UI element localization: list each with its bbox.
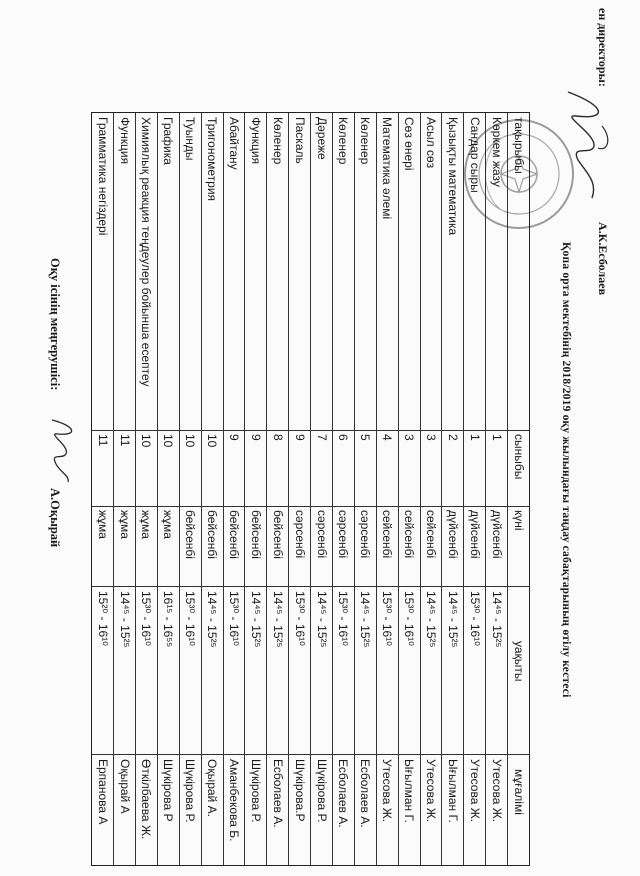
cell-time: 15³⁰ - 16¹⁰ bbox=[136, 587, 157, 755]
cell-day: дүйсенбі bbox=[442, 507, 463, 587]
table-row bbox=[201, 113, 223, 865]
cell-teacher: Шүкірова Р. bbox=[183, 759, 198, 823]
cell-topic: Химиялық реакция теңдеулер бойынша есептеу bbox=[136, 113, 157, 431]
cell-teacher: Утесова Ж. bbox=[467, 759, 482, 823]
cell-grade: 10 bbox=[136, 431, 157, 507]
cell-time: 15³⁰ - 16¹⁰ bbox=[464, 587, 485, 755]
cell-teacher: Утесова Ж. bbox=[489, 759, 504, 823]
cell-time: 15³⁰ - 16¹⁰ bbox=[377, 587, 398, 755]
cell-teacher: Утесова Ж. bbox=[424, 759, 438, 823]
cell-day: сейсенбі bbox=[399, 507, 420, 587]
cell-teacher: Утесова Ж. bbox=[380, 759, 395, 823]
cell-time: 15³⁰ - 16¹⁰ bbox=[399, 587, 420, 755]
cell-time: 14⁴⁵ - 15²⁵ bbox=[202, 587, 223, 755]
cell-topic: Көленер bbox=[267, 113, 288, 431]
table-row bbox=[354, 113, 376, 865]
cell-topic: Көленер bbox=[333, 113, 354, 431]
cell-day: сәрсенбі bbox=[333, 507, 354, 587]
cell-topic: Көленер bbox=[355, 113, 376, 431]
schedule-table bbox=[91, 112, 530, 866]
cell-topic: Функция bbox=[245, 113, 266, 431]
cell-grade: 10 bbox=[202, 431, 223, 507]
cell-topic: Грамматика негіздері bbox=[92, 113, 113, 431]
cell-day: жұма bbox=[136, 507, 157, 587]
cell-time: 14⁴⁵ - 15²⁵ bbox=[486, 587, 507, 755]
table-row bbox=[485, 113, 507, 865]
table-row bbox=[332, 113, 354, 865]
cell-day: сейсенбі bbox=[377, 507, 398, 587]
cell-topic: Көркем жазу bbox=[486, 113, 507, 431]
cell-teacher: Шүкірова Р. bbox=[248, 759, 263, 823]
cell-topic: Абайтану bbox=[224, 113, 245, 431]
director-name: А.К.Есболаев bbox=[596, 222, 610, 296]
table-row bbox=[441, 113, 463, 865]
cell-teacher: Оқырай А. bbox=[205, 759, 220, 817]
table-row bbox=[157, 113, 179, 865]
cell-topic: Туынды bbox=[180, 113, 201, 431]
cell-day: сәрсенбі bbox=[355, 507, 376, 587]
cell-time: 14⁴⁵ - 15²⁵ bbox=[267, 587, 288, 755]
cell-grade: 9 bbox=[245, 431, 266, 507]
cell-topic: Графика bbox=[158, 113, 179, 431]
cell-day: дүйсенбі bbox=[486, 507, 507, 587]
cell-grade: 1 bbox=[464, 431, 485, 507]
cell-day: сейсенбі bbox=[421, 507, 442, 587]
cell-time: 15³⁰ - 16¹⁰ bbox=[289, 587, 310, 755]
cell-day: бейсенбі bbox=[245, 507, 266, 587]
column-header-teacher: мұғалімі bbox=[511, 769, 526, 815]
cell-grade: 11 bbox=[92, 431, 113, 507]
table-row bbox=[135, 113, 157, 865]
cell-topic: Сандар сыры bbox=[464, 113, 485, 431]
cell-grade: 9 bbox=[224, 431, 245, 507]
table-row bbox=[244, 113, 266, 865]
cell-time: 14⁴⁵ - 15²⁵ bbox=[311, 587, 332, 755]
cell-teacher: Оқырай А bbox=[117, 759, 132, 814]
cell-teacher: Шүкірова Р. bbox=[314, 759, 329, 823]
document-title: Қопа орта мектебінің 2018/2019 оқу жылындағы таңдау сабақтарының өтілу кестесі bbox=[560, 242, 572, 698]
cell-grade: 1 bbox=[486, 431, 507, 507]
cell-topic: Дәреже bbox=[311, 113, 332, 431]
cell-time: 15³⁰ - 16¹⁰ bbox=[333, 587, 354, 755]
director-label: ен директоры: bbox=[596, 8, 610, 87]
cell-grade: 10 bbox=[158, 431, 179, 507]
cell-topic: Асыл сөз bbox=[421, 113, 442, 431]
cell-grade: 7 bbox=[311, 431, 332, 507]
cell-topic: Тригонометрия bbox=[202, 113, 223, 431]
cell-day: бейсенбі bbox=[267, 507, 288, 587]
cell-day: дүйсенбі bbox=[464, 507, 485, 587]
cell-day: бейсенбі bbox=[202, 507, 223, 587]
cell-topic: Қызықты математика bbox=[442, 113, 463, 431]
column-header-day: күні bbox=[508, 507, 529, 587]
cell-teacher: Есболаев А. bbox=[358, 759, 373, 828]
column-header-topic: тақырыбы bbox=[508, 113, 529, 431]
column-header-grade: сыныбы bbox=[508, 431, 529, 507]
table-row bbox=[223, 113, 245, 865]
cell-teacher: Шүкірова Р bbox=[161, 759, 176, 822]
cell-teacher: Ерпанова А bbox=[95, 759, 110, 825]
cell-grade: 11 bbox=[114, 431, 135, 507]
cell-day: бейсенбі bbox=[180, 507, 201, 587]
cell-teacher: Ығылман Г. bbox=[445, 759, 460, 823]
cell-topic: Сөз өнері bbox=[399, 113, 420, 431]
cell-teacher: Өткілбаева Ж. bbox=[139, 759, 154, 840]
table-row bbox=[398, 113, 420, 865]
cell-grade: 3 bbox=[421, 431, 442, 507]
cell-time: 14⁴⁵ - 15²⁵ bbox=[245, 587, 266, 755]
cell-grade: 8 bbox=[267, 431, 288, 507]
table-header-row bbox=[507, 113, 529, 865]
cell-teacher: Ығылман Г. bbox=[402, 759, 417, 823]
table-row bbox=[288, 113, 310, 865]
cell-teacher: Есболаев А. bbox=[336, 759, 351, 828]
cell-grade: 2 bbox=[442, 431, 463, 507]
cell-time: 15³⁰ - 16¹⁰ bbox=[224, 587, 245, 755]
cell-day: сәрсенбі bbox=[311, 507, 332, 587]
cell-topic: Математика әлемі bbox=[377, 113, 398, 431]
table-row bbox=[310, 113, 332, 865]
table-row bbox=[266, 113, 288, 865]
table-row bbox=[376, 113, 398, 865]
cell-day: жұма bbox=[114, 507, 135, 587]
cell-grade: 5 bbox=[355, 431, 376, 507]
cell-day: сәрсенбі bbox=[289, 507, 310, 587]
cell-topic: Функция bbox=[114, 113, 135, 431]
cell-grade: 3 bbox=[399, 431, 420, 507]
table-row bbox=[420, 113, 442, 865]
column-header-time: уақыты bbox=[508, 587, 529, 755]
cell-day: бейсенбі bbox=[224, 507, 245, 587]
cell-teacher: Шүкірова.Р bbox=[292, 759, 307, 822]
table-row bbox=[113, 113, 135, 865]
footer-name: А.Оқырай bbox=[48, 488, 62, 548]
cell-grade: 9 bbox=[289, 431, 310, 507]
cell-topic: Паскаль bbox=[289, 113, 310, 431]
cell-time: 14⁴⁵ - 15²⁵ bbox=[421, 587, 442, 755]
table-row bbox=[179, 113, 201, 865]
cell-day: жұма bbox=[158, 507, 179, 587]
cell-time: 14⁴⁵ - 15²⁵ bbox=[355, 587, 376, 755]
cell-grade: 10 bbox=[180, 431, 201, 507]
footer-label: Оқу ісінің меңгерушісі: bbox=[48, 258, 62, 391]
cell-time: 16¹⁵ - 16⁵⁵ bbox=[158, 587, 179, 755]
cell-grade: 4 bbox=[377, 431, 398, 507]
table-row bbox=[463, 113, 485, 865]
cell-time: 15³⁰ - 16¹⁰ bbox=[180, 587, 201, 755]
head-teacher-signature bbox=[42, 416, 82, 486]
cell-time: 14⁴⁵ - 15²⁵ bbox=[114, 587, 135, 755]
cell-time: 15²⁰ - 16¹⁰ bbox=[92, 587, 113, 755]
cell-time: 14⁴⁵ - 15²⁵ bbox=[442, 587, 463, 755]
cell-day: жұма bbox=[92, 507, 113, 587]
cell-grade: 6 bbox=[333, 431, 354, 507]
table-row bbox=[92, 113, 113, 865]
cell-teacher: Есболаев А. bbox=[270, 759, 285, 828]
cell-teacher: Аманбекова Б. bbox=[226, 759, 241, 842]
